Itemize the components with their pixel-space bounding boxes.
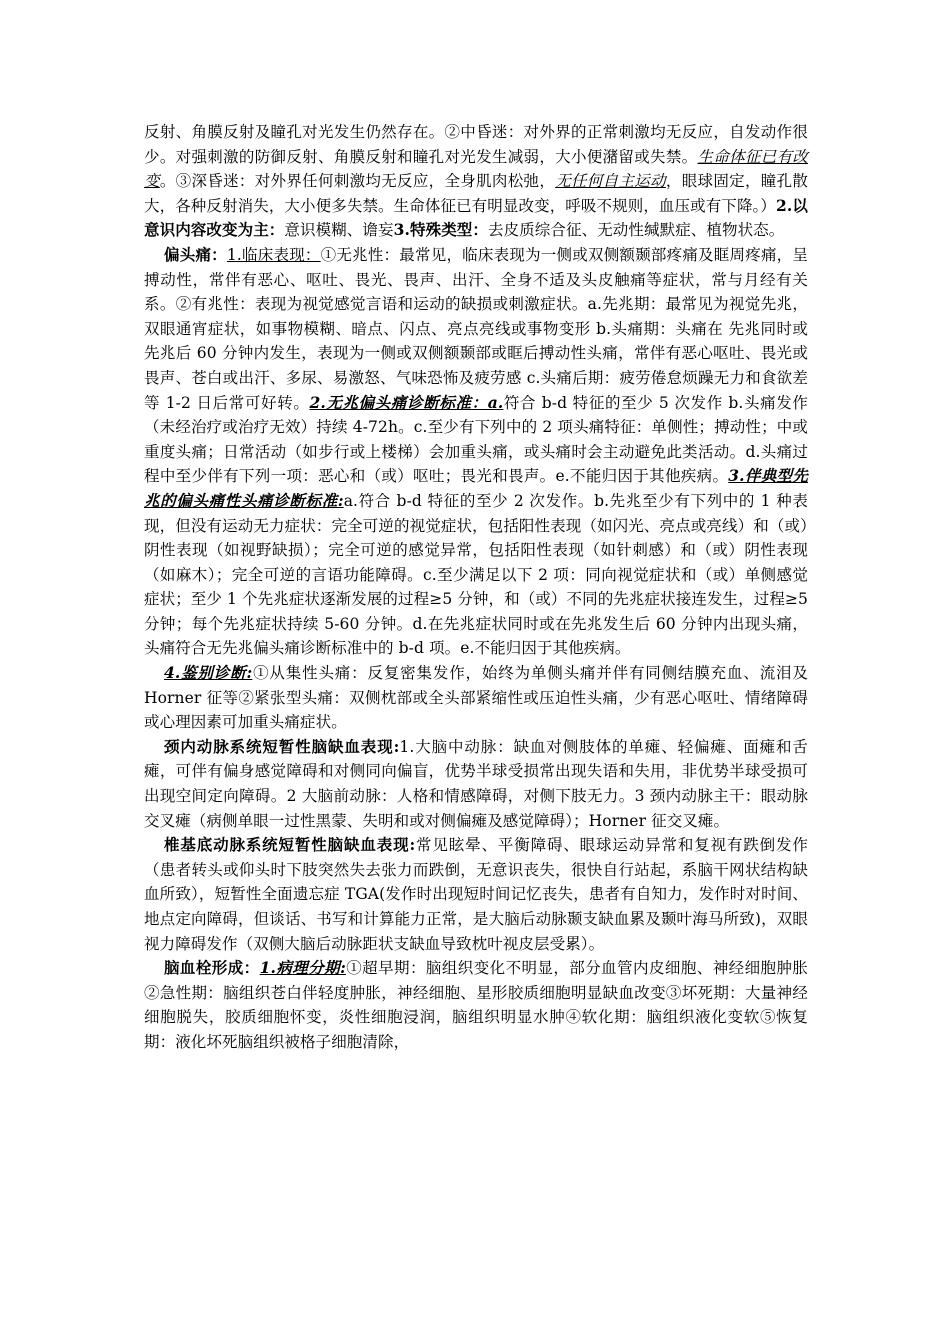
carotid-paragraph (144, 735, 808, 833)
migraine-heading-3: 3.伴典型先兆的偏头痛性头痛诊断标准: (144, 466, 808, 510)
carotid-heading: 颈内动脉系统短暂性脑缺血表现: (164, 736, 400, 756)
vertebrobasilar-text: 常见眩晕、平衡障碍、眼球运动异常和复视有跌倒发作（患者转头或仰头时下肢突然失去张力而跌倒，无意识丧失，很快自行站起，系脑干网状结构缺血所致），短暂性全面遗忘症 TGA(发作时出现短时间记忆丧失，患者有自知力，发作时对时间、地点定向障碍，但谈话、书写和计算能力正常，是大脑后动脉颞支缺血累及颞叶海马所致)，双眼视力障碍发作（双侧大脑后动脉距状支缺血导致枕叶视皮层受累）。 (144, 836, 809, 953)
coma-emphasis-vital-signs: 生命体征已有改变 (144, 147, 808, 191)
differential-heading: 4.鉴别诊断: (164, 663, 253, 683)
differential-paragraph (144, 661, 808, 735)
coma-text-6: 意识模糊、谵妄 (284, 221, 394, 240)
vertebrobasilar-heading: 椎基底动脉系统短暂性脑缺血表现: (164, 835, 416, 855)
thrombosis-heading: 1.病理分期: (259, 958, 346, 978)
migraine-heading-2: 2.无兆偏头痛诊断标准：a. (309, 392, 504, 412)
thrombosis-paragraph (144, 956, 808, 1054)
migraine-text-2: 符合 b-d 特征的至少 5 次发作 b.头痛发作（未经治疗或治疗无效）持续 4-72h。c.至少有下列中的 2 项头痛特征：单侧性；搏动性；中或重度头痛；日常活动（如步行或上楼梯）会加重头痛，或头痛时会主动避免此类活动。d.头痛过程中至少伴有下列一项：恶心和（或）呕吐；畏光和畏声。e.不能归因于其他疾病。 (144, 393, 808, 486)
coma-text-5: ，眼球固定，瞳孔散大，各种反射消失，大小便多失禁。生命体征已有明显改变，呼吸不规则，血压或有下降。） (144, 172, 809, 215)
vertebrobasilar-paragraph (144, 833, 808, 956)
coma-emphasis-no-movement: 无任何自主运动 (555, 172, 666, 191)
migraine-text-3: a.符合 b-d 特征的至少 2 次发作。b.先兆至少有下列中的 1 种表现，但没有运动无力症状：完全可逆的视觉症状，包括阳性表现（如闪光、亮点或亮线）和（或）阴性表现（如视野缺损）；完全可逆的感觉异常，包括阳性表现（如针刺感）和（或）阴性表现（如麻木）；完全可逆的言语功能障碍。c.至少满足以下 2 项：同向视觉症状和（或）单侧感觉症状；至少 1 个先兆症状逐渐发展的过程≥5 分钟，和（或）不同的先兆症状接连发生，过程≥5 分钟；每个先兆症状持续 5-60 分钟。d.在先兆症状同时或在先兆发生后 60 分钟内出现头痛，头痛符合无先兆偏头痛诊断标准中的 b-d 项。e.不能归因于其他疾病。 (144, 491, 808, 658)
differential-text: ①从集性头痛：反复密集发作，始终为单侧头痛并伴有同侧结膜充血、流泪及 Horner 征等②紧张型头痛：双侧枕部或全头部紧缩性或压迫性头痛，少有恶心呕吐、情绪障碍或心理因素可加重头痛症状。 (144, 664, 808, 732)
migraine-heading-1: 1.临床表现： (226, 245, 321, 264)
coma-heading-2: 2.以意识内容改变为主： (144, 195, 809, 240)
coma-text-1: 反射、角膜反射及瞳孔对光发生仍然存在。②中昏迷：对外界的正常刺激均无反应，自发动作很少。对强刺激的防御反射、角膜反射和瞳孔对光发生减弱，大小便潴留或失禁。 (144, 123, 808, 166)
coma-text-3: 。③深昏迷：对外界任何刺激均无反应，全身肌肉松弛， (159, 172, 556, 191)
carotid-text: 1.大脑中动脉：缺血对侧肢体的单瘫、轻偏瘫、面瘫和舌瘫，可伴有偏身感觉障碍和对侧同向偏盲，优势半球受损常出现失语和失用，非优势半球受损可出现空间定向障碍。2 大脑前动脉：人格和情感障碍，对侧下肢无力。3 颈内动脉主干：眼动脉交叉瘫（病侧单眼一过性黑蒙、失明和或对侧偏瘫及感觉障碍）；Horner 征交叉瘫。 (144, 737, 808, 830)
coma-text-7: 去皮质综合征、无动性缄默症、植物状态。 (488, 221, 785, 240)
thrombosis-text: ①超早期：脑组织变化不明显，部分血管内皮细胞、神经细胞肿胀②急性期：脑组织苍白伴轻度肿胀，神经细胞、星形胶质细胞明显缺血改变③坏死期：大量神经细胞脱失，胶质细胞怀变，炎性细胞浸润，脑组织明显水肿④软化期：脑组织液化变软⑤恢复期：液化坏死脑组织被格子细胞清除， (144, 959, 808, 1051)
migraine-text-1: ①无兆性：最常见，临床表现为一侧或双侧额颞部疼痛及眶周疼痛，呈搏动性，常伴有恶心、呕吐、畏光、畏声、出汗、全身不适及头皮触痛等症状，常与月经有关系。②有兆性：表现为视觉感觉言语和运动的缺损或刺激症状。a.先兆期：最常见为视觉先兆，双眼通宵症状，如事物模糊、暗点、闪点、亮点亮线或事物变形 b.头痛期：头痛在 先兆同时或先兆后 60 分钟内发生，表现为一侧或双侧额颞部或眶后搏动性头痛，常伴有恶心呕吐、畏光或畏声、苍白或出汗、多尿、易激怒、气味恐怖及疲劳感 c.头痛后期：疲劳倦怠烦躁无力和食欲差等 1-2 日后常可好转。 (144, 245, 808, 412)
coma-paragraph (144, 120, 808, 243)
migraine-title: 偏头痛： (164, 244, 227, 264)
document-page (144, 120, 808, 1055)
migraine-paragraph (144, 243, 808, 661)
coma-heading-3: 3.特殊类型： (393, 220, 488, 240)
thrombosis-title: 脑血栓形成： (164, 958, 260, 978)
